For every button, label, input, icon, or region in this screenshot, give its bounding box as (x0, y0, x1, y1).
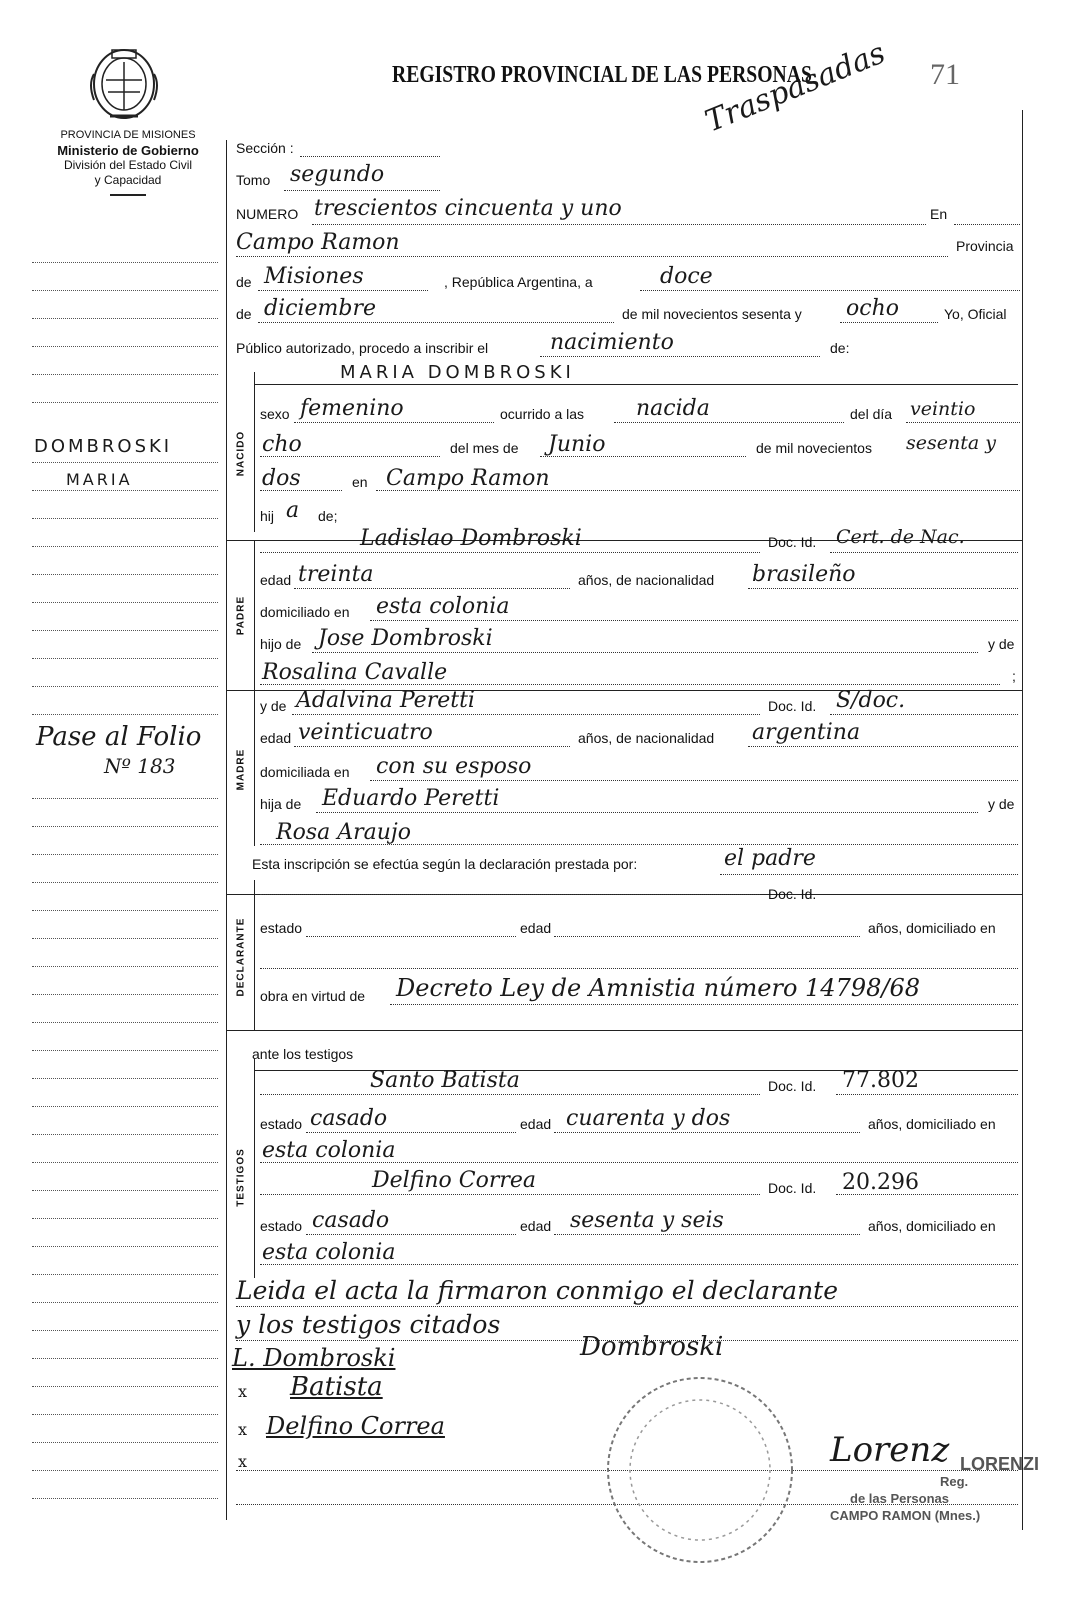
nacido-top-line (254, 384, 1018, 385)
padre-dom-value: esta colonia (376, 594, 510, 619)
testigo2-dom-value: esta colonia (262, 1240, 396, 1265)
declarante-edad-field (554, 936, 860, 937)
sexo-field (294, 422, 494, 423)
declaracion-field (720, 874, 1018, 875)
padre-nac-label: años, de nacionalidad (578, 572, 715, 588)
madre-hijade-label: hija de (260, 796, 302, 812)
madre-yde-label: y de (260, 698, 287, 714)
del-dia-label: del día (850, 406, 893, 422)
madre-hijade-value: Eduardo Peretti (322, 786, 500, 811)
declarante-estado-field (306, 936, 516, 937)
mil-label: de mil novecientos sesenta y (622, 306, 802, 322)
declarante-edad-label: edad (520, 920, 552, 936)
mes-nac-value: Junio (548, 432, 606, 457)
signature-correa: Delfino Correa (266, 1412, 445, 1440)
closing-line-2: y los testigos citados (236, 1310, 501, 1339)
madre-hijade-field (316, 812, 978, 813)
dia-value: doce (660, 264, 713, 289)
anio-nac-value: sesenta y (906, 432, 996, 454)
ministry-line: Ministerio de Gobierno (57, 143, 199, 158)
page-title: REGISTRO PROVINCIAL DE LAS PERSONAS (392, 62, 812, 88)
testigo1-estado-label: estado (260, 1116, 303, 1132)
madre-edad-label: edad (260, 730, 292, 746)
madre-section-label: MADRE (235, 748, 247, 791)
numero-value: trescientos cincuenta y uno (314, 196, 622, 221)
form-right-border (1022, 110, 1023, 1530)
dia-nac-field (906, 422, 1020, 423)
testigo1-estado-field (306, 1132, 516, 1133)
testigo1-edad-field (554, 1132, 860, 1133)
division-line: División del Estado Civil (63, 158, 193, 172)
testigo2-estado-value: casado (312, 1208, 390, 1233)
nacido-section-border (254, 372, 255, 532)
tomo-value: segundo (290, 162, 385, 187)
dia-cont-field (260, 456, 440, 457)
left-header (28, 128, 228, 196)
padre-nombre-field (260, 552, 760, 553)
padre-madre-value: Rosalina Cavalle (262, 660, 448, 685)
page-mark: 71 (930, 58, 960, 91)
dia-field (640, 290, 1020, 291)
testigo2-nombre-field (260, 1194, 760, 1195)
seal-line-1: LORENZI (960, 1454, 1039, 1474)
mes-value: diciembre (264, 296, 376, 321)
capacity-line: y Capacidad (94, 173, 162, 187)
declaracion-value: el padre (724, 846, 816, 871)
padre-dom-field (370, 620, 1018, 621)
seal-line-2: Reg. (940, 1474, 969, 1489)
anio-cont-field (260, 490, 342, 491)
testigo1-doc-field (836, 1094, 1018, 1095)
testigo2-dom-field (260, 1264, 1018, 1265)
padre-nac-value: brasileño (752, 562, 856, 587)
margin-surname: DOMBROSKI (34, 436, 173, 457)
madre-dom-label: domiciliada en (260, 764, 350, 780)
seccion-label: Sección : (236, 140, 294, 156)
sexo-label: sexo (260, 406, 290, 422)
testigo1-dom-value: esta colonia (262, 1138, 396, 1163)
signature-dombroski: Dombroski (580, 1332, 724, 1362)
margin-folio-number: Nº 183 (104, 754, 176, 778)
testigo2-edad-field (554, 1234, 860, 1235)
testigo1-docid-label: Doc. Id. (768, 1078, 817, 1094)
provincia-label: Provincia (956, 238, 1014, 254)
padre-dom-label: domiciliado en (260, 604, 350, 620)
testigo1-nombre-field (260, 1094, 760, 1095)
provincial-coat-of-arms (84, 44, 164, 126)
ocurrido-label: ocurrido a las (500, 406, 585, 422)
padre-hijode-field (312, 652, 978, 653)
declarante-anios-label: años, domiciliado en (868, 920, 996, 936)
hij-value: a (286, 498, 300, 523)
dia-nac-value: veintio (910, 398, 976, 420)
provincia-value: Misiones (264, 264, 364, 289)
tomo-field (284, 190, 440, 191)
obra-field (390, 1004, 1018, 1005)
madre-nac-label: años, de nacionalidad (578, 730, 715, 746)
provincia-field (258, 290, 428, 291)
official-seal (600, 1360, 800, 1580)
seal-line-4: CAMPO RAMON (Mnes.) (830, 1508, 981, 1523)
de-padres-label: de; (318, 508, 338, 524)
madre-abuela-value: Rosa Araujo (276, 820, 411, 845)
testigo1-nombre-value: Santo Batista (370, 1068, 520, 1093)
madre-nac-field (748, 746, 1018, 747)
padre-edad-value: treinta (298, 562, 374, 587)
en-nac-label: en (352, 474, 368, 490)
yo-oficial-label: Yo, Oficial (944, 306, 1007, 322)
mil-nac-label: de mil novecientos (756, 440, 872, 456)
testigo2-edad-label: edad (520, 1218, 552, 1234)
signature-mark-x1: x (238, 1382, 248, 1401)
madre-docid-value: S/doc. (836, 688, 906, 713)
signature-mark-x3: x (238, 1452, 248, 1471)
de-colon-label: de: (830, 340, 850, 356)
testigo2-edad-value: sesenta y seis (570, 1208, 724, 1233)
seccion-field (300, 156, 440, 157)
acto-value: nacimiento (550, 330, 674, 355)
madre-edad-value: veinticuatro (298, 720, 433, 745)
dia-nac-cont: cho (262, 432, 302, 457)
testigo1-edad-value: cuarenta y dos (566, 1106, 731, 1131)
hij-label: hij (260, 508, 275, 524)
nacido-section-label: NACIDO (235, 430, 247, 477)
anio-value: ocho (846, 296, 899, 321)
margin-given-name: MARIA (66, 470, 133, 489)
signature-batista: Batista (290, 1372, 383, 1402)
testigo2-docid-label: Doc. Id. (768, 1180, 817, 1196)
testigos-section-border (254, 1058, 255, 1278)
anio-field (840, 322, 938, 323)
numero-field (312, 224, 926, 225)
padre-nac-field (748, 588, 1018, 589)
testigos-section-label: TESTIGOS (235, 1148, 247, 1207)
acto-field (540, 356, 820, 357)
ante-testigos-label: ante los testigos (252, 1046, 354, 1062)
declarante-docid-label: Doc. Id. (768, 886, 817, 902)
testigo1-estado-value: casado (310, 1106, 388, 1131)
lugar-field (236, 256, 948, 257)
testigo2-doc-value: 20.296 (842, 1170, 919, 1195)
en-label: En (930, 206, 948, 222)
republica-label: , República Argentina, a (444, 274, 593, 290)
form-left-border (226, 140, 227, 1520)
madre-nombre-value: Adalvina Peretti (296, 688, 475, 713)
testigo2-doc-field (836, 1194, 1018, 1195)
declarante-estado-label: estado (260, 920, 303, 936)
de-label: de (236, 274, 252, 290)
testigo1-anios-label: años, domiciliado en (868, 1116, 996, 1132)
padre-madre-field (260, 684, 1000, 685)
traspasadas-stamp: Traspasadas (700, 35, 891, 140)
en-field (954, 224, 1020, 225)
obra-label: obra en virtud de (260, 988, 366, 1004)
signature-declarante: L. Dombroski (232, 1344, 396, 1372)
signature-mark-x2: x (238, 1420, 248, 1439)
del-mes-label: del mes de (450, 440, 519, 456)
testigo1-edad-label: edad (520, 1116, 552, 1132)
hora-field (614, 422, 844, 423)
declarante-nombre-field (260, 894, 760, 895)
testigo2-estado-label: estado (260, 1218, 303, 1234)
madre-dom-field (370, 780, 1018, 781)
padre-nombre-value: Ladislao Dombroski (360, 526, 582, 551)
closing-line-1-rule (236, 1306, 1018, 1307)
province-line: PROVINCIA DE MISIONES (60, 129, 196, 141)
lugar-value: Campo Ramon (236, 230, 400, 255)
hora-value: nacida (636, 396, 710, 421)
padre-edad-label: edad (260, 572, 292, 588)
madre-dom-value: con su esposo (376, 754, 532, 779)
testigos-top-line (226, 1030, 1022, 1031)
testigo1-dom-field (260, 1162, 1018, 1163)
padre-docid-label: Doc. Id. (768, 534, 817, 550)
de-mes-label: de (236, 306, 252, 322)
testigo1-doc-value: 77.802 (842, 1068, 919, 1093)
madre-docid-field (830, 714, 1018, 715)
padre-yde-label: y de (988, 636, 1015, 652)
madre-abuela-field (260, 844, 1018, 845)
madre-nac-value: argentina (752, 720, 861, 745)
declarante-section-border (254, 880, 255, 1030)
closing-line-1: Leida el acta la firmaron conmigo el declarante (236, 1276, 839, 1305)
padre-semicolon: ; (1012, 668, 1016, 684)
padre-hijode-label: hijo de (260, 636, 302, 652)
numero-label: NUMERO (236, 206, 299, 222)
padre-edad-field (294, 588, 570, 589)
publico-label: Público autorizado, procedo a inscribir el (236, 340, 489, 356)
margin-folio-note: Pase al Folio (36, 722, 202, 752)
mes-nac-field (540, 456, 746, 457)
signature-oficial: Lorenz (830, 1430, 950, 1470)
obra-value: Decreto Ley de Amnistia número 14798/68 (396, 974, 921, 1002)
nombre-inscripto-value: MARIA DOMBROSKI (340, 362, 575, 383)
madre-docid-label: Doc. Id. (768, 698, 817, 714)
madre-edad-field (294, 746, 570, 747)
testigo2-nombre-value: Delfino Correa (372, 1168, 537, 1193)
declaracion-label: Esta inscripción se efectúa según la declaración prestada por: (252, 856, 638, 872)
anio-nac-cont: dos (262, 466, 301, 491)
madre-section-border (254, 690, 255, 846)
seal-line-3: de las Personas (850, 1491, 949, 1506)
tomo-label: Tomo (236, 172, 271, 188)
lugar-nac-field (376, 490, 1020, 491)
padre-section-label: PADRE (235, 595, 247, 636)
testigo2-estado-field (306, 1234, 516, 1235)
registry-seal (830, 1456, 1039, 1524)
lugar-nac-value: Campo Ramon (386, 466, 550, 491)
madre-yde2-label: y de (988, 796, 1015, 812)
sexo-value: femenino (300, 396, 404, 421)
padre-hijode-value: Jose Dombroski (318, 626, 493, 651)
padre-section-border (254, 540, 255, 690)
declarante-section-label: DECLARANTE (235, 917, 247, 997)
madre-nombre-field (292, 714, 760, 715)
declarante-dom-field (260, 968, 1018, 969)
mes-field (258, 322, 614, 323)
testigo2-anios-label: años, domiciliado en (868, 1218, 996, 1234)
padre-docid-value: Cert. de Nac. (836, 526, 965, 548)
padre-docid-field (830, 552, 1018, 553)
